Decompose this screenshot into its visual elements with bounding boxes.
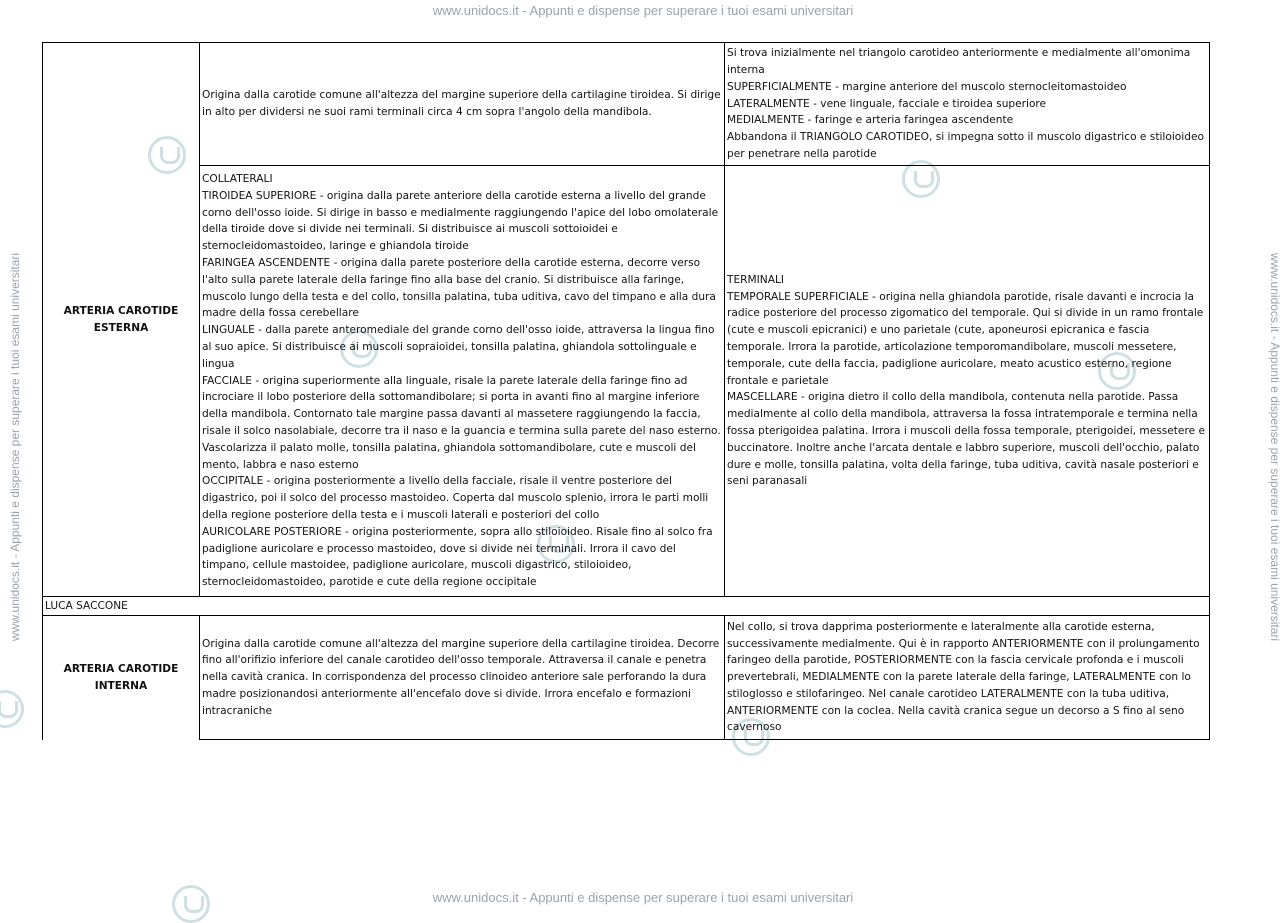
relation-line: MEDIALMENTE - faringe e arteria faringea ascendente [727,114,1014,127]
origin-cell: Origina dalla carotide comune all'altezza del margine superiore della cartilagine tiroidea. Si dirige in alto per dividersi ne suoi rami terminali circa 4 cm sopra l'angolo della mandibola. [200,43,725,166]
table-row [43,166,1210,597]
table-row [43,43,1210,166]
collaterals-heading: COLLATERALI [202,173,273,186]
branch-entry: OCCIPITALE - origina posteriormente a livello della facciale, risale il ventre posteriore del digastrico, poi il solco del processo mastoideo. Coperta dal muscolo splenio, irrora le parti molli della regione posteriore della testa e i muscoli laterali e posteriori del collo [202,475,709,521]
branch-entry: AURICOLARE POSTERIORE - origina posteriormente, sopra allo stiloioideo. Risale fino al solco fra padiglione auricolare e processo mastoideo, dove si divide nei terminali. Irrora il cavo del timpano, cellule mastoidee, padiglione auricolare, muscoli digastrico, stiloioideo, sternocleidomastoideo, parotide e cute della regione occipitale [202,525,713,589]
watermark-top: www.unidocs.it - Appunti e dispense per superare i tuoi esami universitari [432,3,854,18]
watermark-bottom: www.unidocs.it - Appunti e dispense per superare i tuoi esami universitari [432,890,854,905]
branch-entry: LINGUALE - dalla parete anteromediale del grande corno dell'osso ioide, attraversa la lingua fino al suo apice. Si distribuisce ai muscoli sopraioidei, tonsilla palatina, ghiandola sottolinguale e lingua [202,324,715,370]
collaterals-cell [200,166,725,597]
carotid-arteries-table [42,42,1210,740]
relation-line: LATERALMENTE - vene linguale, facciale e tiroidea superiore [727,97,1047,110]
author-cell: LUCA SACCONE [43,597,1210,616]
artery-name-cell: ARTERIA CAROTIDE INTERNA [43,616,200,740]
watermark-logo-icon [172,885,210,923]
terminals-cell [725,166,1210,597]
relation-line: Si trova inizialmente nel triangolo carotideo anteriormente e medialmente all'omonima interna [727,47,1191,76]
watermark-left: www.unidocs.it - Appunti e dispense per superare i tuoi esami universitari [8,252,22,642]
branch-entry: MASCELLARE - origina dietro il collo della mandibola, contenuta nella parotide. Passa medialmente al collo della mandibola, attraversa la fossa intratemporale e termina nella fossa pterigoidea palatina. Irrora i muscoli della fossa temporale, pterigoidei, messetere e buccinatore. Inoltre anche l'arcata dentale e labbro superiore, muscoli dell'occhio, palato dure e molle, tonsilla palatina, volta della faringe, tuba uditiva, cavità nasale posteriori e seni paranasali [727,391,1205,488]
branch-entry: FARINGEA ASCENDENTE - origina dalla parete posteriore della carotide esterna, decorre verso l'alto sulla parete laterale della faringe fino alla base del cranio. Si distribuisce alla faringe, muscolo lungo della testa e del collo, tonsilla palatina, tuba uditiva, cavo del timpano e alla dura madre della fossa cerebellare [202,257,716,320]
artery-name-cell: ARTERIA CAROTIDE ESTERNA [43,43,200,597]
relations-cell [725,43,1210,166]
origin-cell: Origina dalla carotide comune all'altezza del margine superiore della cartilagine tiroidea. Decorre fino all'orifizio inferiore del canale carotideo dell'osso temporale. Attraversa il canale e penetra nella cavità cranica. In corrispondenza del processo clinoideo anteriore sale perforando la dura madre posizionandosi anteriormente all'encefalo dove si divide. Irrora encefalo e formazioni intracraniche [200,616,725,740]
table-row [43,597,1210,616]
branch-entry: TIROIDEA SUPERIORE - origina dalla parete anteriore della carotide esterna a livello del grande corno dell'osso ioide. Si dirige in basso e medialmente raggiungendo l'apice del lobo omolaterale della tiroide dove si divide nei terminali. Si distribuisce ai muscoli sottoioidei e sternocleidomastoideo, laringe e ghiandola tiroide [202,189,719,253]
table-row [43,616,1210,740]
branch-entry: TEMPORALE SUPERFICIALE - origina nella ghiandola parotide, risale davanti e incrocia la radice posteriore del processo zigomatico del temporale. Qui si divide in un ramo frontale (cute e muscoli epicranici) e uno parietale (cute, aponeurosi epicranica e fascia temporale. Irrora la parotide, articolazione temporomandibolare, muscoli messetere, temporale, cute della faccia, padiglione auricolare, meato acustico esterno, regione frontale e parietale [727,290,1204,387]
watermark-right: www.unidocs.it - Appunti e dispense per superare i tuoi esami universitari [1268,252,1282,642]
relations-cell: Nel collo, si trova dapprima posteriormente e lateralmente alla carotide esterna, successivamente medialmente. Qui è in rapporto ANTERIORMENTE con il prolungamento faringeo della parotide, POSTERIORMENTE con la fascia cervicale profonda e i muscoli prevertebrali, MEDIALMENTE con la parete laterale della faringe, LATERALMENTE con lo stiloglosso e stilofaringeo. Nel canale carotideo LATERALMENTE con la tuba uditiva, ANTERIORMENTE con la coclea. Nella cavità cranica segue un decorso a S fino al seno cavernoso [725,616,1210,740]
relation-line: Abbandona il TRIANGOLO CAROTIDEO, si impegna sotto il muscolo digastrico e stiloioideo per penetrare nella parotide [727,131,1204,160]
branch-entry: FACCIALE - origina superiormente alla linguale, risale la parete laterale della faringe fino ad incrociare il lobo posteriore della sottomandibolare; si porta in avanti fino al margine inferiore della mandibola. Contornato tale margine passa davanti al massetere raggiungendo la faccia, risale il solco nasolabiale, decorre tra il naso e la guancia e termina sulla parete del naso esterno. Vascolarizza il palato molle, tonsilla palatina, ghiandola sottomandibolare, cute e muscoli del mento, labbra e naso esterno [202,374,721,471]
terminals-heading: TERMINALI [727,273,784,286]
relation-line: SUPERFICIALMENTE - margine anteriore del muscolo sternocleitomastoideo [727,80,1127,93]
